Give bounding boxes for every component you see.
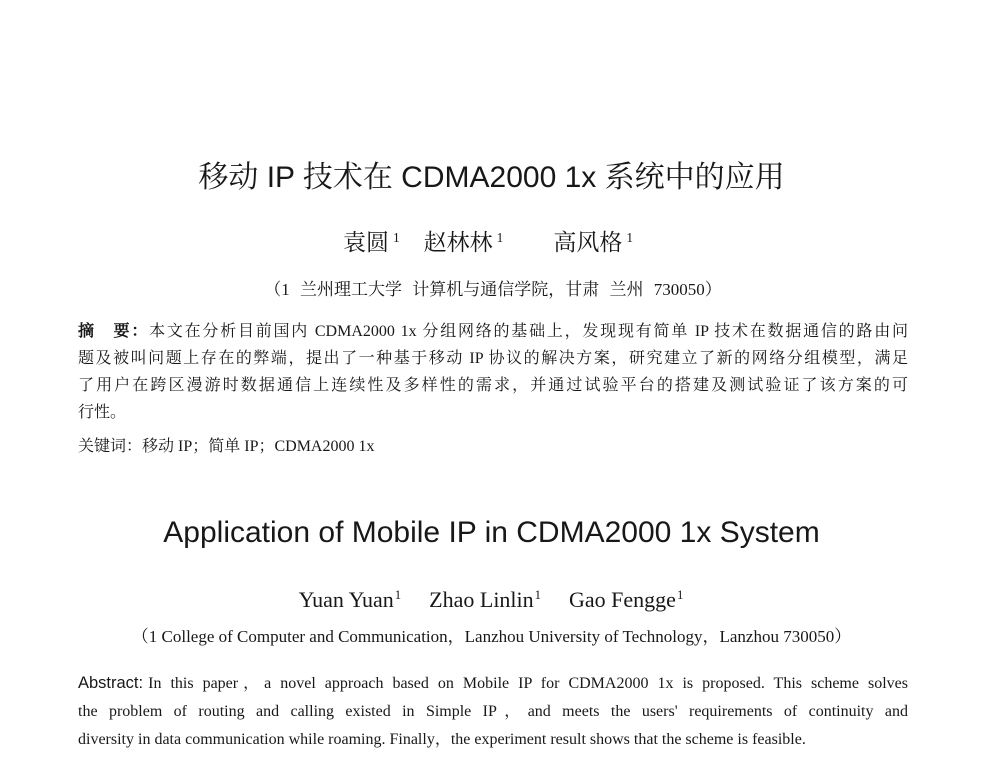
chinese-abstract-line	[78, 372, 908, 399]
chinese-author	[553, 230, 633, 255]
affiliation-mark: 1	[496, 229, 504, 245]
author-name: 高风格	[553, 230, 623, 255]
chinese-abstract-text: 了用户在跨区漫游时数据通信上连续性及多样性的需求，并通过试验平台的搭建及测试验证了该方案的可	[78, 377, 908, 394]
english-abstract-text: diversity in data communication while roaming. Finally，the experiment result shows that the scheme is feasible.	[78, 731, 806, 748]
affiliation-mark: 1	[626, 229, 633, 245]
chinese-abstract-line	[78, 399, 908, 426]
english-abstract-text: In this paper，a novel approach based on Mobile IP for CDMA2000 1x is proposed. This scheme solves	[148, 675, 908, 692]
english-abstract-line	[78, 726, 908, 754]
english-author	[569, 587, 683, 612]
author-name: 赵林林	[423, 230, 493, 255]
chinese-author	[343, 230, 400, 255]
chinese-keywords-text: 移动 IP；简单 IP；CDMA2000 1x	[142, 438, 375, 455]
author-name: Yuan Yuan	[298, 587, 394, 612]
affiliation-mark: 1	[394, 588, 402, 603]
english-abstract	[78, 669, 908, 754]
english-author	[299, 587, 402, 612]
chinese-abstract-line	[78, 317, 908, 345]
chinese-affiliation: （1 兰州理工大学 计算机与通信学院，甘肃 兰州 730050）	[264, 280, 722, 299]
chinese-abstract-text: 题及被叫问题上存在的弊端，提出了一种基于移动 IP 协议的解决方案，研究建立了新的网络分组模型，满足	[78, 350, 908, 367]
affiliation-mark: 1	[676, 588, 684, 603]
chinese-author-list	[0, 227, 976, 259]
author-name: 袁圆	[342, 230, 389, 255]
chinese-abstract-label: 摘 要：	[78, 321, 150, 340]
chinese-abstract-line	[78, 345, 908, 372]
chinese-title: 移动 IP 技术在 CDMA2000 1x 系统中的应用	[198, 161, 785, 194]
english-title: Application of Mobile IP in CDMA2000 1x System	[163, 516, 820, 549]
english-abstract-text: the problem of routing and calling existed in Simple IP，and meets the users' requirements of continuity and	[78, 703, 908, 720]
chinese-abstract-text: 本文在分析目前国内 CDMA2000 1x 分组网络的基础上，发现现有简单 IP 技术在数据通信的路由问	[149, 323, 908, 340]
english-abstract-line	[78, 669, 908, 698]
author-name: Gao Fengge	[569, 587, 676, 612]
english-abstract-label: Abstract:	[78, 674, 144, 692]
affiliation-mark: 1	[392, 229, 400, 245]
english-affiliation: （1 College of Computer and Communication，Lanzhou University of Technology，Lanzhou 730050）	[131, 627, 852, 646]
chinese-keywords	[78, 432, 908, 460]
english-author	[429, 587, 541, 612]
author-name: Zhao Linlin	[429, 587, 534, 612]
chinese-author	[424, 230, 504, 255]
chinese-abstract-text: 行性。	[78, 404, 127, 421]
english-abstract-line	[78, 698, 908, 726]
chinese-abstract	[78, 317, 908, 426]
english-author-list	[0, 585, 982, 615]
chinese-keywords-label: 关键词：	[78, 436, 143, 455]
affiliation-mark: 1	[534, 588, 542, 603]
